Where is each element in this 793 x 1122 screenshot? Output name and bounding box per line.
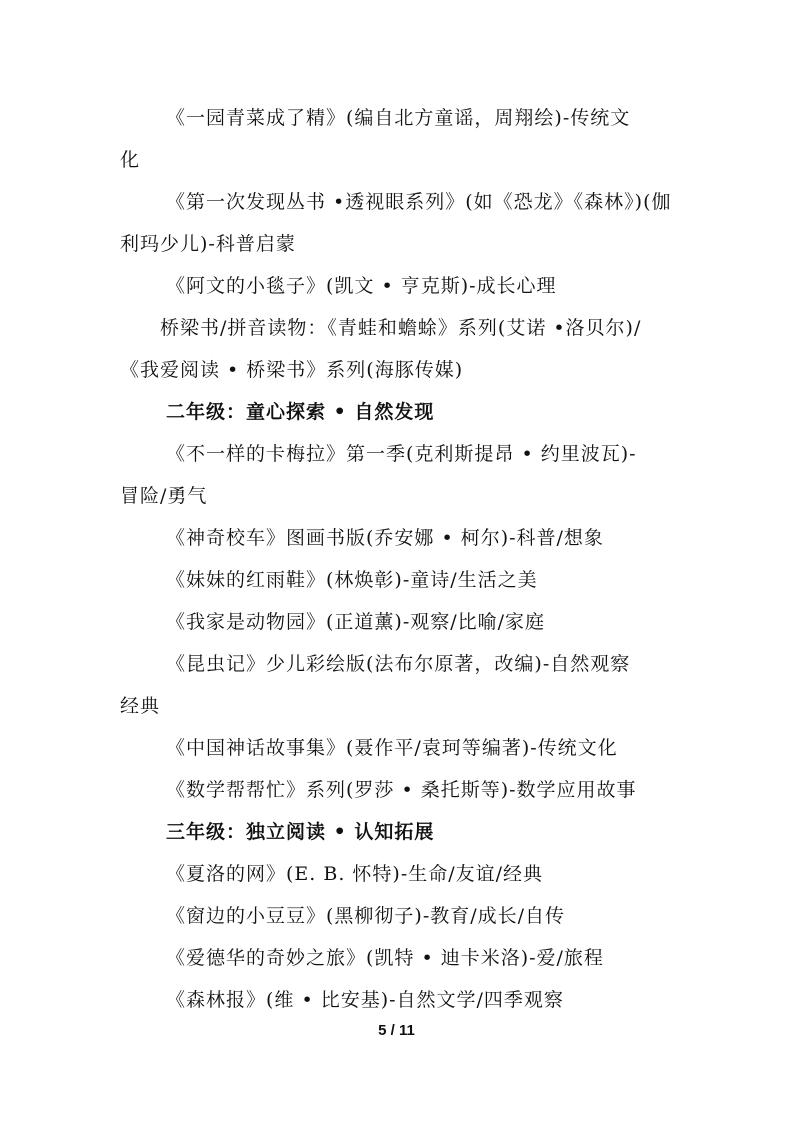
book-line: 《爱德华的奇妙之旅》(凯特 • 迪卡米洛)-爱/旅程 [166,947,604,969]
book-line: 《一园青菜成了精》(编自北方童谣，周翔绘)-传统文 [166,107,631,129]
book-line: 《阿文的小毯子》(凯文 • 亨克斯)-成长心理 [166,275,557,297]
page-number: 5 / 11 [378,1022,415,1039]
grade-heading-3: 三年级：独立阅读 • 认知拓展 [166,821,435,843]
book-line: 桥梁书/拼音读物：《青蛙和蟾蜍》系列(艾诺 •洛贝尔)/ [160,317,642,339]
book-line-continued: 化 [120,149,141,171]
book-line: 《昆虫记》少儿彩绘版(法布尔原著，改编)-自然观察 [166,653,631,675]
book-line: 《妹妹的红雨鞋》(林焕彰)-童诗/生活之美 [166,569,538,591]
book-line-continued: 《我爱阅读 • 桥梁书》系列(海豚传媒) [120,359,464,381]
book-line: 《窗边的小豆豆》(黑柳彻子)-教育/成长/自传 [166,905,566,927]
book-line: 《我家是动物园》(正道薰)-观察/比喻/家庭 [166,611,546,633]
book-line: 《第一次发现丛书 •透视眼系列》(如《恐龙》《森林》)(伽 [166,191,672,213]
book-line: 《中国神话故事集》(聂作平/袁珂等编著)-传统文化 [166,737,618,759]
book-line: 《森林报》(维 • 比安基)-自然文学/四季观察 [166,989,564,1011]
grade-heading-2: 二年级：童心探索 • 自然发现 [166,401,435,423]
book-line-continued: 利玛少儿)-科普启蒙 [120,233,296,255]
book-line: 《神奇校车》图画书版(乔安娜 • 柯尔)-科普/想象 [166,527,604,549]
book-line: 《不一样的卡梅拉》第一季(克利斯提昂 • 约里波瓦)- [166,443,637,465]
book-line-continued: 冒险/勇气 [120,485,208,507]
book-line: 《夏洛的网》(E. B. 怀特)-生命/友谊/经典 [166,863,544,885]
book-line: 《数学帮帮忙》系列(罗莎 • 桑托斯等)-数学应用故事 [166,779,637,801]
book-line-continued: 经典 [120,695,161,717]
